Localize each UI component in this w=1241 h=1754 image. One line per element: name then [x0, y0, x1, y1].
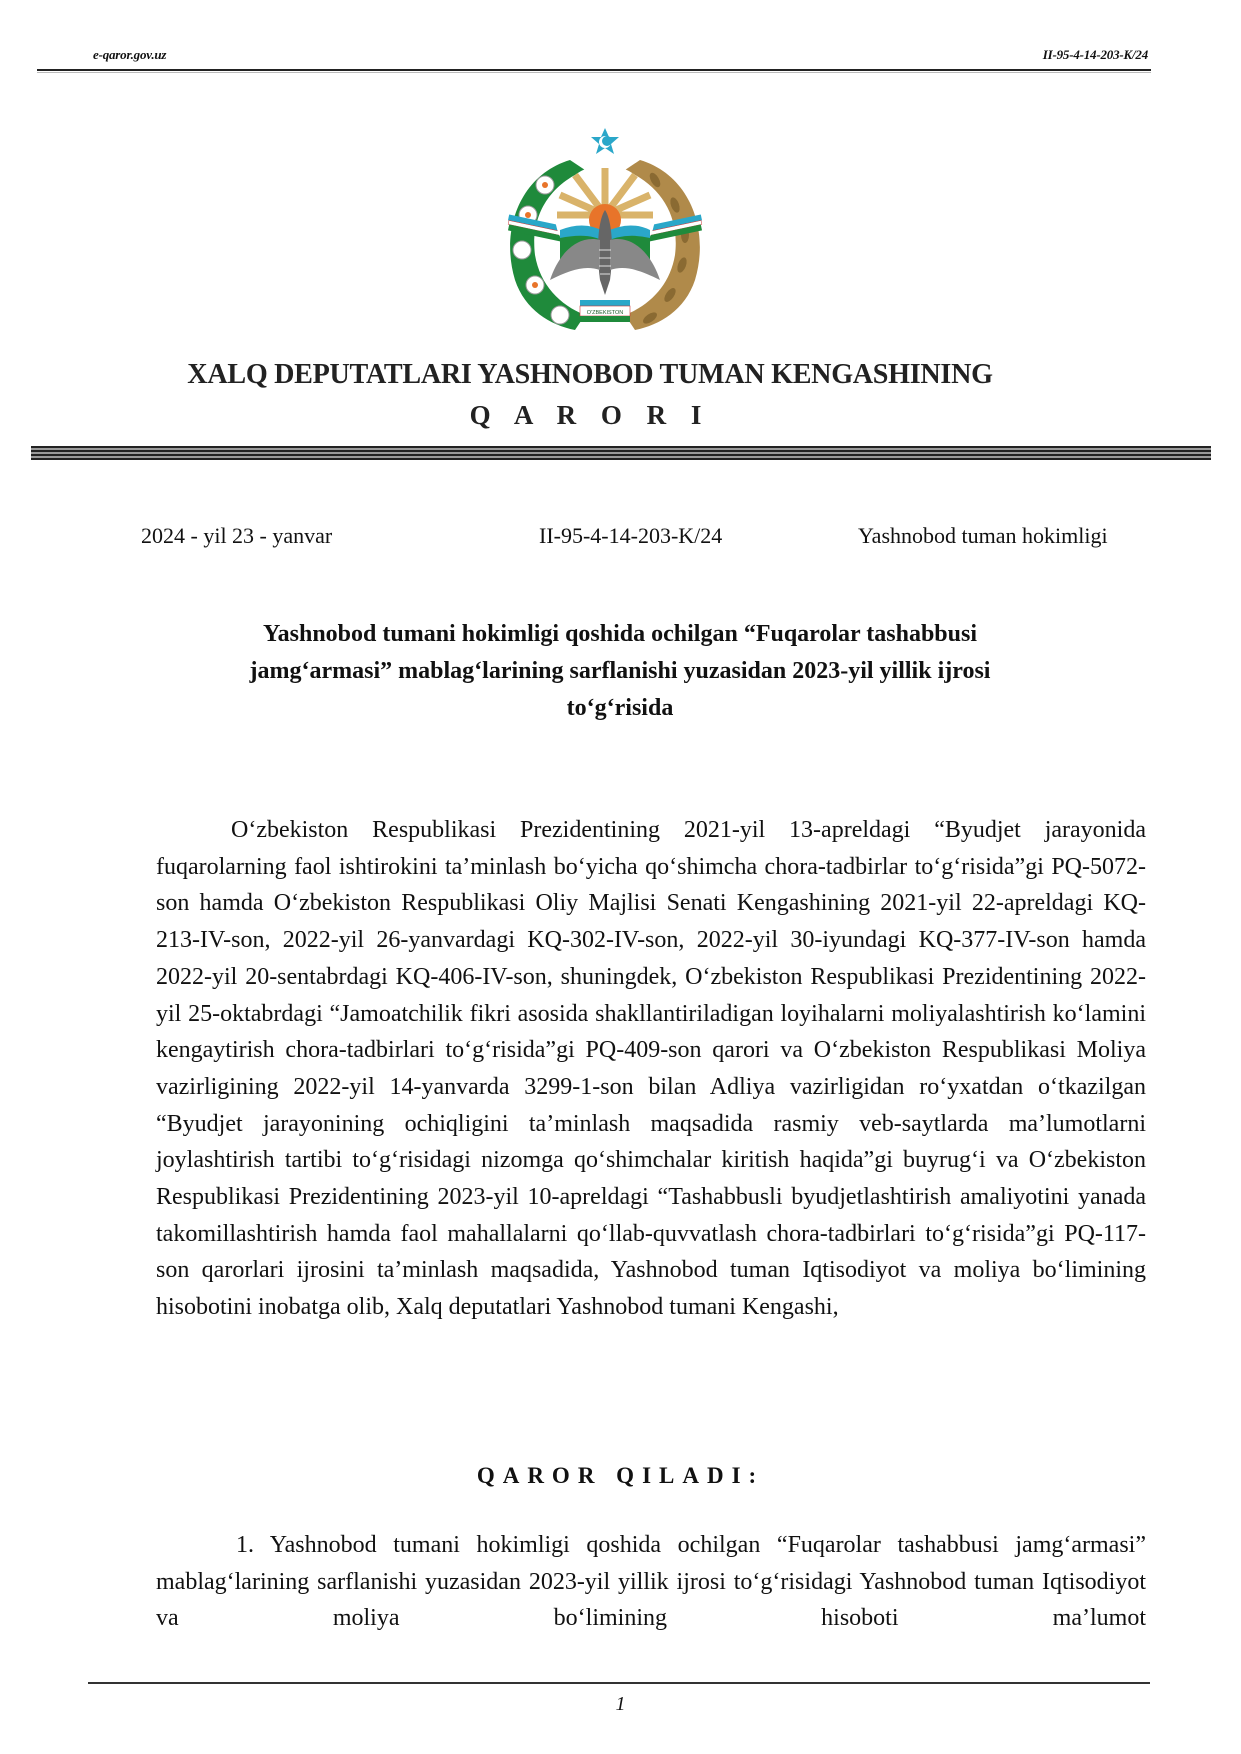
- running-header-doc-number: II-95-4-14-203-K/24: [1042, 47, 1148, 62]
- resolution-date: 2024 - yil 23 - yanvar: [141, 523, 333, 548]
- resolution-title-line: jamg‘armasi” mablag‘larining sarflanishi yuzasidan 2023-yil yillik ijrosi: [249, 658, 991, 684]
- svg-text:O'ZBEKISTON: O'ZBEKISTON: [586, 310, 624, 316]
- running-header-rule: [37, 69, 1151, 71]
- masthead-striped-rule: [31, 446, 1211, 460]
- resolution-place: Yashnobod tuman hokimligi: [858, 523, 1108, 548]
- resolution-title-line: to‘g‘risida: [566, 695, 674, 721]
- footer-rule: [88, 1682, 1150, 1684]
- resolution-title: [170, 616, 1070, 727]
- running-header-site: e-qaror.gov.uz: [93, 47, 167, 62]
- page-number: 1: [615, 1693, 626, 1715]
- resolution-title-line: Yashnobod tumani hokimligi qoshida ochilgan “Fuqarolar tashabbusi: [262, 621, 978, 647]
- state-emblem-icon: [490, 120, 720, 350]
- decision-item-1: 1. Yashnobod tumani hokimligi qoshida ochilgan “Fuqarolar tashabbusi jamg‘armasi” mablag‘larining sarflanishi yuzasidan 2023-yil yillik ijrosi to‘g‘risidagi Yashnobod tuman Iqtisodiyot va moliya bo‘limining hisoboti ma’lumot: [156, 1532, 1146, 1632]
- resolution-number: II-95-4-14-203-K/24: [539, 523, 723, 548]
- decides-heading: QAROR QILADI:: [476, 1463, 765, 1488]
- document-type-heading: Q A R O R I: [469, 400, 711, 430]
- council-name-heading: XALQ DEPUTATLARI YASHNOBOD TUMAN KENGASHINING: [187, 358, 993, 390]
- preamble-paragraph: O‘zbekiston Respublikasi Prezidentining 2021-yil 13-apreldagi “Byudjet jarayonida fuqarolarning faol ishtirokini ta’minlash bo‘yicha qo‘shimcha chora-tadbirlar to‘g‘risida”gi PQ-5072-son hamda O‘zbekiston Respublikasi Oliy Majlisi Senati Kengashining 2021-yil 22-apreldagi KQ-213-IV-son, 2022-yil 26-yanvardagi KQ-302-IV-son, 2022-yil 30-iyundagi KQ-377-IV-son hamda 2022-yil 20-sentabrdagi KQ-406-IV-son, shuningdek, O‘zbekiston Respublikasi Prezidentining 2022-yil 25-oktabrdagi “Jamoatchilik fikri asosida shakllantiriladigan loyihalarni moliyalashtirish ko‘lamini kengaytirish chora-tadbirlari to‘g‘risida”gi PQ-409-son qarori va O‘zbekiston Respublikasi Moliya vazirligining 2022-yil 14-yanvarda 3299-1-son bilan Adliya vazirligidan ro‘yxatdan o‘tkazilgan “Byudjet jarayonining ochiqligini ta’minlash maqsadida rasmiy veb-saytlarda ma’lumotlarni joylashtirish tartibi to‘g‘risidagi nizomga qo‘shimchalar kiritish haqida”gi buyrug‘i va O‘zbekiston Respublikasi Prezidentining 2023-yil 10-apreldagi “Tashabbusli byudjetlashtirish amaliyotini yanada takomillashtirish hamda faol mahallalarni qo‘llab-quvvatlash chora-tadbirlari to‘g‘risida”gi PQ-117-son qarorlari ijrosini ta’minlash maqsadida, Yashnobod tuman Iqtisodiyot va moliya bo‘limining hisobotini inobatga olib, Xalq deputatlari Yashnobod tumani Kengashi,: [156, 817, 1146, 1321]
